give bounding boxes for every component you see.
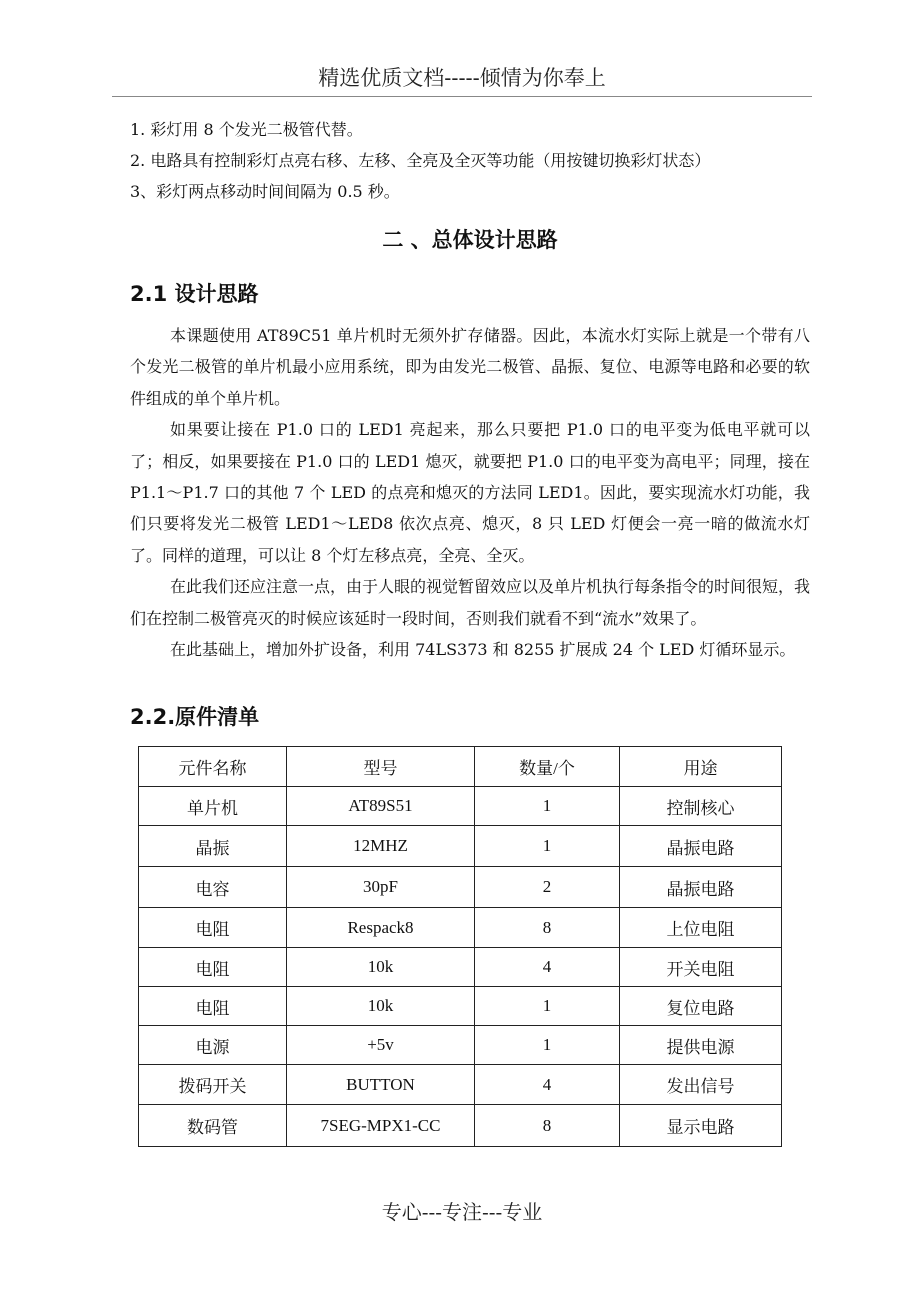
table-cell: 2 <box>475 867 620 908</box>
design-body <box>130 320 810 665</box>
table-row <box>139 1065 782 1105</box>
table-cell: BUTTON <box>287 1065 475 1105</box>
table-cell: 开关电阻 <box>620 948 782 987</box>
requirement-item: 3、彩灯两点移动时间间隔为 0.5 秒。 <box>130 182 400 201</box>
table-cell: 复位电路 <box>620 987 782 1026</box>
table-cell: 数码管 <box>139 1105 287 1147</box>
table-cell: 晶振 <box>139 826 287 867</box>
table-cell: 电阻 <box>139 987 287 1026</box>
paragraph: 如果要让接在 P1.0 口的 LED1 亮起来，那么只要把 P1.0 口的电平变为低电平就可以了；相反，如果要接在 P1.0 口的 LED1 熄灭，就要把 P1.0 口的电平变为高电平；同理，接在 P1.1～P1.7 口的其他 7 个 LED 的点亮和熄灭的方法同 LED1。因此，要实现流水灯功能，我们只要将发光二极管 LED1～LED8 依次点亮、熄灭，8 只 LED 灯便会一亮一暗的做流水灯了。同样的道理，可以让 8 个灯左移点亮，全亮、全灭。 <box>130 420 810 565</box>
table-cell: 1 <box>475 1026 620 1065</box>
parts-subtitle: 2.2.原件清单 <box>130 705 260 729</box>
table-row <box>139 826 782 867</box>
table-cell: 4 <box>475 948 620 987</box>
table-cell: 1 <box>475 787 620 826</box>
table-cell: 4 <box>475 1065 620 1105</box>
table-cell: 电源 <box>139 1026 287 1065</box>
paragraph: 本课题使用 AT89C51 单片机时无须外扩存储器。因此，本流水灯实际上就是一个带有八个发光二极管的单片机最小应用系统，即为由发光二极管、晶振、复位、电源等电路和必要的软件组成的单个单片机。 <box>130 326 810 408</box>
table-cell: 晶振电路 <box>620 826 782 867</box>
parts-table <box>138 746 782 1147</box>
table-row <box>139 1105 782 1147</box>
table-cell: 30pF <box>287 867 475 908</box>
table-cell: 控制核心 <box>620 787 782 826</box>
page-header: 精选优质文档-----倾情为你奉上 <box>318 66 606 90</box>
table-cell: 8 <box>475 908 620 948</box>
table-cell: 上位电阻 <box>620 908 782 948</box>
column-header: 元件名称 <box>139 747 287 787</box>
requirement-item: 2. 电路具有控制彩灯点亮右移、左移、全亮及全灭等功能（用按键切换彩灯状态） <box>130 151 711 170</box>
table-cell: 1 <box>475 826 620 867</box>
design-subtitle: 2.1 设计思路 <box>130 282 259 306</box>
table-cell: AT89S51 <box>287 787 475 826</box>
table-row <box>139 867 782 908</box>
requirement-item: 1. 彩灯用 8 个发光二极管代替。 <box>130 120 363 139</box>
section-title: 二 、总体设计思路 <box>382 228 558 252</box>
table-cell: 1 <box>475 987 620 1026</box>
table-cell: 7SEG-MPX1-CC <box>287 1105 475 1147</box>
table-cell: 晶振电路 <box>620 867 782 908</box>
table-cell: Respack8 <box>287 908 475 948</box>
requirements-list <box>130 114 820 207</box>
column-header: 用途 <box>620 747 782 787</box>
table-cell: 电容 <box>139 867 287 908</box>
table-cell: 电阻 <box>139 908 287 948</box>
table-header-row <box>139 747 782 787</box>
column-header: 型号 <box>287 747 475 787</box>
table-cell: 8 <box>475 1105 620 1147</box>
table-cell: 12MHZ <box>287 826 475 867</box>
table-cell: 10k <box>287 948 475 987</box>
table-cell: 显示电路 <box>620 1105 782 1147</box>
table-row <box>139 1026 782 1065</box>
paragraph: 在此基础上，增加外扩设备，利用 74LS373 和 8255 扩展成 24 个 LED 灯循环显示。 <box>170 640 796 660</box>
table-cell: 发出信号 <box>620 1065 782 1105</box>
paragraph: 在此我们还应注意一点，由于人眼的视觉暂留效应以及单片机执行每条指令的时间很短，我们在控制二极管亮灭的时候应该延时一段时间，否则我们就看不到“流水”效果了。 <box>130 577 811 628</box>
table-cell: 提供电源 <box>620 1026 782 1065</box>
table-row <box>139 908 782 948</box>
table-cell: 单片机 <box>139 787 287 826</box>
table-cell: 10k <box>287 987 475 1026</box>
table-row <box>139 787 782 826</box>
table-cell: +5v <box>287 1026 475 1065</box>
table-cell: 拨码开关 <box>139 1065 287 1105</box>
table-row <box>139 987 782 1026</box>
table-cell: 电阻 <box>139 948 287 987</box>
header-divider <box>112 96 812 97</box>
page-footer: 专心---专注---专业 <box>381 1200 543 1224</box>
table-row <box>139 948 782 987</box>
column-header: 数量/个 <box>475 747 620 787</box>
